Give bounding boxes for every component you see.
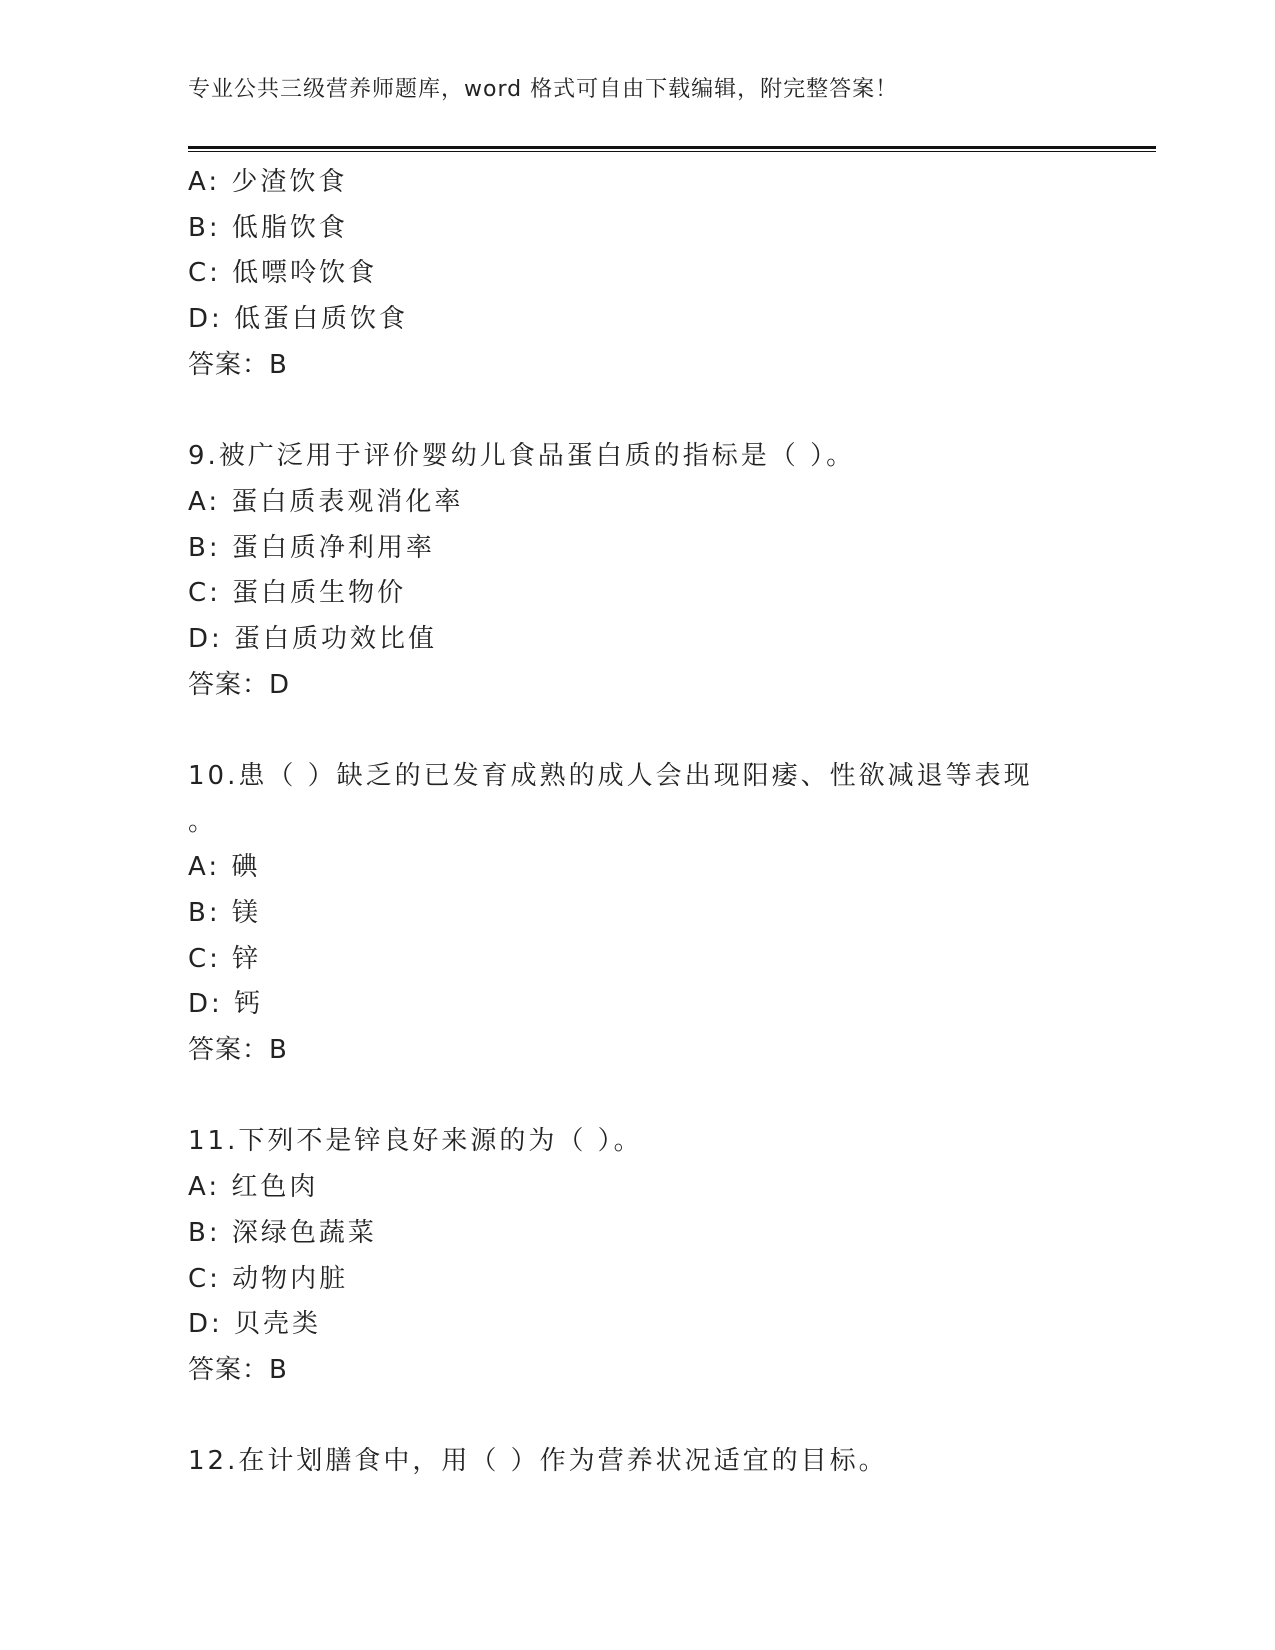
option-a: A: 蛋白质表观消化率 (188, 486, 464, 517)
answer-line: 答案：B (188, 1354, 288, 1385)
option-d: D: 贝壳类 (188, 1309, 322, 1340)
option-a: A: 红色肉 (188, 1172, 319, 1203)
question-9: 9.被广泛用于评价婴幼儿食品蛋白质的指标是（ ）。 (188, 441, 856, 472)
question-11: 11.下列不是锌良好来源的为（ ）。 (188, 1126, 643, 1157)
question-10: 10.患（ ）缺乏的已发育成熟的成人会出现阳痿、性欲减退等表现 (188, 760, 1033, 791)
option-d: D: 低蛋白质饮食 (188, 304, 409, 335)
option-a: A: 碘 (188, 852, 261, 883)
question-content (188, 160, 1148, 1485)
option-a: A: 少渣饮食 (188, 167, 348, 197)
option-c: C: 低嘌呤饮食 (188, 258, 378, 289)
spacer (188, 708, 1148, 754)
answer-line: 答案：B (188, 1035, 288, 1066)
page-header: 专业公共三级营养师题库，word 格式可自由下载编辑，附完整答案！ (188, 77, 899, 102)
spacer (188, 1074, 1148, 1120)
spacer (188, 388, 1148, 434)
option-d: D: 蛋白质功效比值 (188, 623, 438, 654)
option-b: B: 镁 (188, 898, 261, 928)
option-c: C: 蛋白质生物价 (188, 578, 407, 609)
answer-line: 答案：D (188, 669, 291, 700)
option-b: B: 低脂饮食 (188, 212, 348, 243)
option-c: C: 动物内脏 (188, 1263, 349, 1294)
header-rule (188, 146, 1156, 152)
question-10-continuation: 。 (188, 806, 218, 837)
option-d: D: 钙 (188, 989, 264, 1020)
option-c: C: 锌 (188, 943, 262, 974)
option-b: B: 蛋白质净利用率 (188, 532, 435, 563)
spacer (188, 1394, 1148, 1440)
question-12: 12.在计划膳食中，用（ ）作为营养状况适宜的目标。 (188, 1446, 888, 1477)
option-b: B: 深绿色蔬菜 (188, 1217, 377, 1248)
answer-line: 答案：B (188, 349, 288, 380)
